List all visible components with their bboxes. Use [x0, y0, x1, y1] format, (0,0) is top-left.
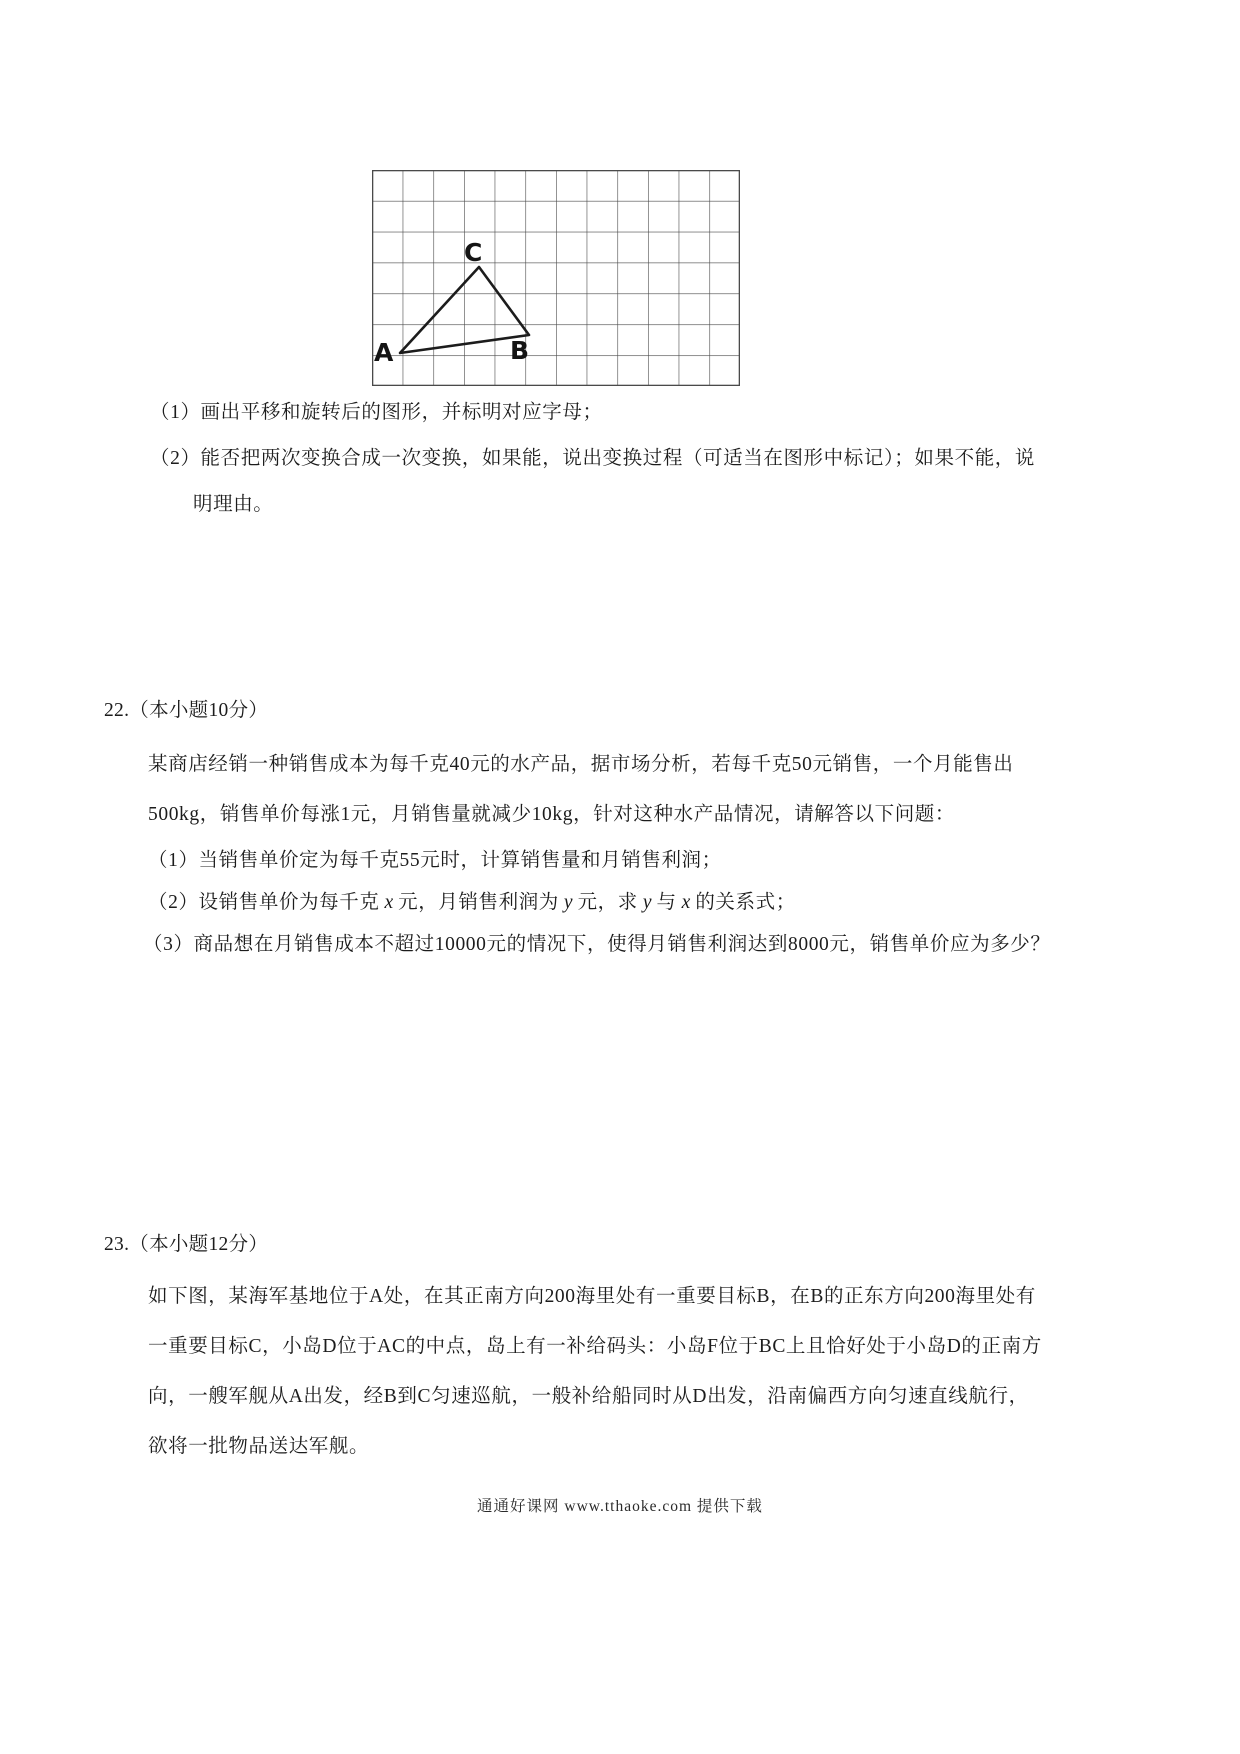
q21-item1: （1）画出平移和旋转后的图形，并标明对应字母； — [150, 402, 603, 423]
q22-para-line1: 某商店经销一种销售成本为每千克40元的水产品，据市场分析，若每千克50元销售，一个月能售出 — [148, 754, 1014, 775]
math-var-x: x — [681, 892, 691, 913]
q22-item2-text: （2）设销售单价为每千克 — [148, 892, 380, 913]
vertex-label-a: A — [374, 338, 394, 367]
grid-triangle-svg — [372, 170, 740, 386]
q22-item2-text: 与 — [656, 892, 677, 913]
q21-item2-line2: 明理由。 — [193, 494, 274, 515]
q22-para-line2: 500kg，销售单价每涨1元，月销售量就减少10kg，针对这种水产品情况，请解答以下问题： — [148, 804, 956, 825]
q23-line2: 一重要目标C，小岛D位于AC的中点，岛上有一补给码头：小岛F位于BC上且恰好处于小岛D的正南方 — [148, 1336, 1042, 1357]
q22-item2 — [148, 890, 796, 915]
q22-number: 22.（本小题10分） — [104, 700, 269, 721]
q23-line3: 向，一艘军舰从A出发，经B到C匀速巡航，一般补给船同时从D出发，沿南偏西方向匀速直线航行， — [148, 1386, 1029, 1407]
vertex-label-c: C — [464, 238, 483, 267]
q22-item2-text: 元，求 — [577, 892, 638, 913]
q22-item2-text: 的关系式； — [695, 892, 796, 913]
q22-item1: （1）当销售单价定为每千克55元时，计算销售量和月销售利润； — [148, 850, 722, 871]
math-var-x: x — [384, 892, 394, 913]
math-var-y: y — [642, 892, 652, 913]
q23-line4: 欲将一批物品送达军舰。 — [148, 1436, 370, 1457]
math-var-y: y — [563, 892, 573, 913]
vertex-label-b: B — [510, 336, 530, 365]
q23-number: 23.（本小题12分） — [104, 1234, 269, 1255]
grid-figure — [372, 170, 740, 386]
q22-item2-text: 元，月销售利润为 — [398, 892, 559, 913]
q21-item2-line1: （2）能否把两次变换合成一次变换，如果能，说出变换过程（可适当在图形中标记）；如果不能，说 — [150, 448, 1036, 469]
q22-item3: （3）商品想在月销售成本不超过10000元的情况下，使得月销售利润达到8000元，销售单价应为多少？ — [143, 934, 1051, 955]
grid-lines — [372, 170, 740, 386]
q23-line1: 如下图，某海军基地位于A处，在其正南方向200海里处有一重要目标B，在B的正东方向200海里处有 — [148, 1286, 1036, 1307]
footer-watermark: 通通好课网 www.tthaoke.com 提供下载 — [477, 1498, 763, 1515]
